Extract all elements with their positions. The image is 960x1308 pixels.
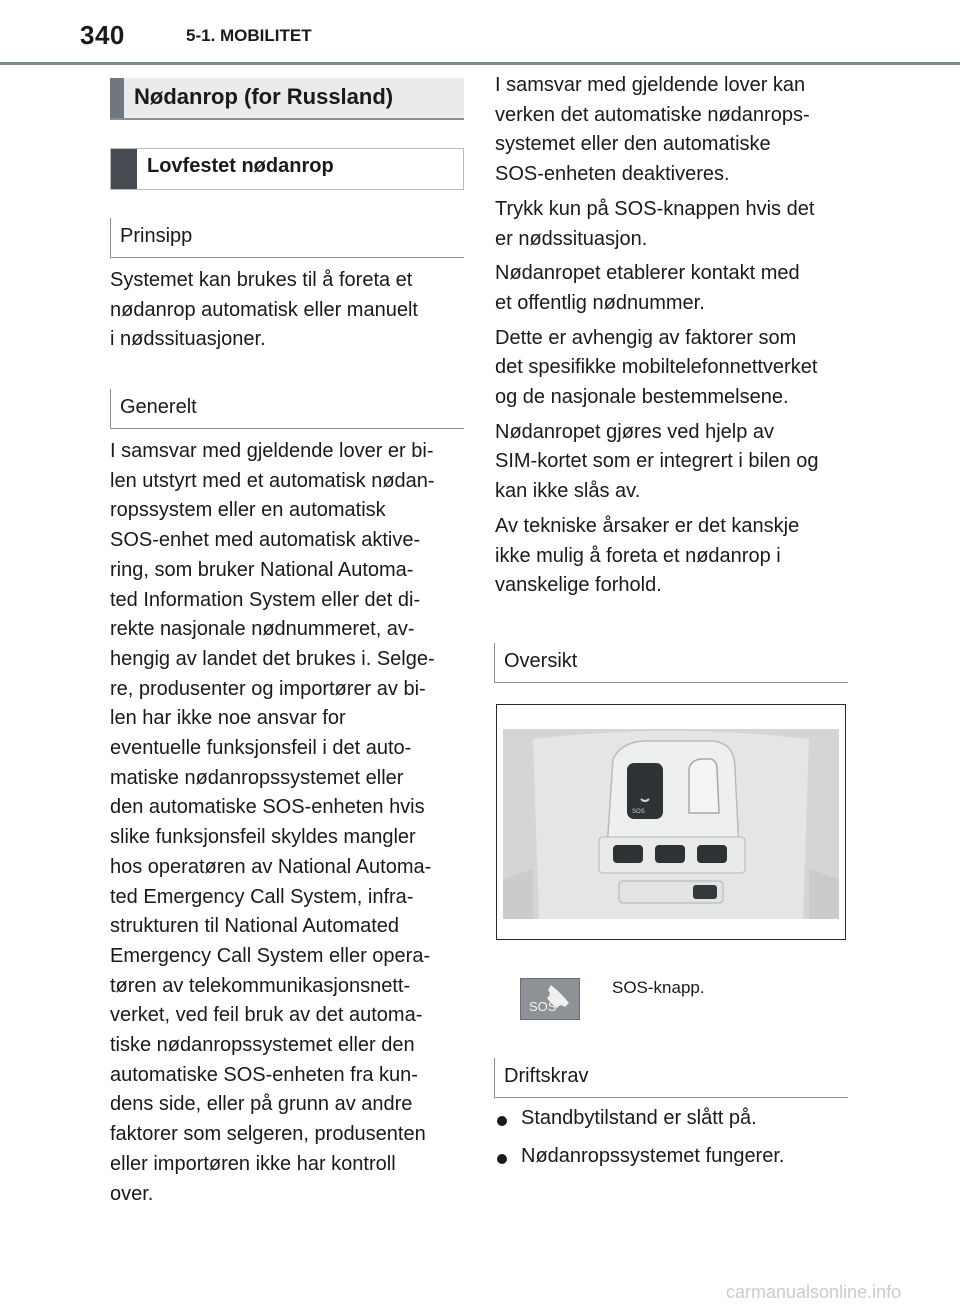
text-line: ropssystem eller en automatisk [110, 499, 386, 522]
svg-text:SOS: SOS [632, 809, 645, 815]
text-line: automatiske SOS-enheten fra kun- [110, 1063, 418, 1086]
general-paragraph [110, 437, 470, 1209]
text-line: hos operatøren av National Automa- [110, 855, 432, 878]
principle-label-box [110, 218, 464, 258]
sos-icon-text: SOS [529, 999, 557, 1014]
paragraph [495, 195, 855, 254]
text-line: ted Emergency Call System, infra- [110, 885, 414, 908]
page-number: 340 [80, 20, 125, 50]
text-line: I samsvar med gjeldende lover er bi- [110, 440, 434, 462]
requirements-label-box [494, 1058, 848, 1098]
text-line: kan ikke slås av. [495, 480, 641, 503]
overview-label: Oversikt [504, 650, 578, 672]
section-heading-box [110, 78, 464, 120]
text-line: len har ikke noe ansvar for [110, 707, 346, 730]
overhead-console-figure [496, 704, 846, 940]
text-line: over. [110, 1182, 154, 1205]
text-line: dens side, eller på grunn av andre [110, 1093, 413, 1116]
text-line: matiske nødanropssystemet eller [110, 766, 404, 789]
text-line: vanskelige forhold. [495, 574, 662, 597]
paragraph [495, 71, 855, 190]
text-line: SIM-kortet som er integrert i bilen og [495, 450, 819, 473]
console-illustration [503, 729, 839, 919]
bullet-icon [497, 1116, 507, 1126]
requirements-label: Driftskrav [504, 1065, 589, 1087]
text-line: verket, ved feil bruk av det automa- [110, 1004, 423, 1027]
subsection-heading-box [110, 148, 464, 190]
text-line: systemet eller den automatiske [495, 133, 771, 156]
text-line: Nødanropet gjøres ved hjelp av [495, 420, 775, 443]
text-line: strukturen til National Automated [110, 915, 400, 938]
text-line: det spesifikke mobiltelefonnettverket [495, 356, 818, 379]
sos-caption: SOS-knapp. [612, 978, 705, 997]
paragraph [495, 259, 855, 318]
text-line: er nødssituasjon. [495, 227, 648, 250]
text-line: SOS-enheten deaktiveres. [495, 163, 730, 186]
general-label: Generelt [120, 396, 197, 418]
text-line: eller importøren ikke har kontroll [110, 1152, 396, 1175]
bullet-icon [497, 1154, 507, 1164]
section-heading: Nødanrop (for Russland) [134, 84, 394, 109]
principle-label: Prinsipp [120, 225, 193, 247]
text-line: ring, som bruker National Automa- [110, 558, 414, 581]
text-line: tøren av telekommunikasjonsnett- [110, 974, 411, 997]
list-item-text: Nødanropssystemet fungerer. [521, 1145, 785, 1167]
list-item [497, 1107, 837, 1135]
subheading-accent-bar [111, 149, 137, 189]
text-line: og de nasjonale bestemmelsene. [495, 386, 789, 409]
list-item [497, 1145, 837, 1173]
text-line: faktorer som selgeren, produsenten [110, 1123, 426, 1146]
text-line: nødanrop automatisk eller manuelt [110, 298, 418, 321]
sos-button-icon [520, 978, 580, 1020]
general-label-box [110, 389, 464, 429]
text-line: Systemet kan brukes til å foreta et [110, 269, 413, 291]
text-line: hengig av landet det brukes i. Selge- [110, 647, 435, 670]
text-line: eventuelle funksjonsfeil i det auto- [110, 737, 412, 760]
right-paragraphs [495, 71, 855, 606]
principle-paragraph [110, 266, 470, 355]
paragraph [495, 324, 855, 413]
text-line: ted Information System eller det di- [110, 588, 421, 611]
text-line: i nødssituasjoner. [110, 328, 266, 351]
text-line: re, produsenter og importører av bi- [110, 677, 426, 700]
text-line: Trykk kun på SOS-knappen hvis det [495, 197, 815, 220]
text-line: slike funksjonsfeil skyldes mangler [110, 826, 416, 849]
text-line: ikke mulig å foreta et nødanrop i [495, 544, 781, 567]
console-drawing [503, 729, 839, 919]
paragraph [495, 418, 855, 507]
overview-label-box [494, 643, 848, 683]
paragraph [495, 512, 855, 601]
section-title: 5-1. MOBILITET [186, 26, 312, 45]
heading-accent-bar [110, 78, 124, 118]
watermark: carmanualsonline.info [726, 1282, 902, 1302]
text-line: SOS-enhet med automatisk aktive- [110, 529, 421, 552]
text-line: rekte nasjonale nødnummeret, av- [110, 618, 415, 641]
text-line: et offentlig nødnummer. [495, 291, 705, 314]
text-line: Emergency Call System eller opera- [110, 944, 431, 967]
text-line: I samsvar med gjeldende lover kan [495, 74, 806, 96]
text-line: tiske nødanropssystemet eller den [110, 1034, 415, 1057]
text-line: Dette er avhengig av faktorer som [495, 326, 797, 349]
text-line: Av tekniske årsaker er det kanskje [495, 514, 800, 537]
text-line: len utstyrt med et automatisk nødan- [110, 469, 435, 492]
subsection-heading: Lovfestet nødanrop [147, 155, 334, 177]
text-line: Nødanropet etablerer kontakt med [495, 262, 800, 285]
text-line: verken det automatiske nødanrops- [495, 103, 810, 126]
header-rule [0, 62, 960, 65]
text-line: den automatiske SOS-enheten hvis [110, 796, 425, 819]
list-item-text: Standbytilstand er slått på. [521, 1107, 757, 1129]
